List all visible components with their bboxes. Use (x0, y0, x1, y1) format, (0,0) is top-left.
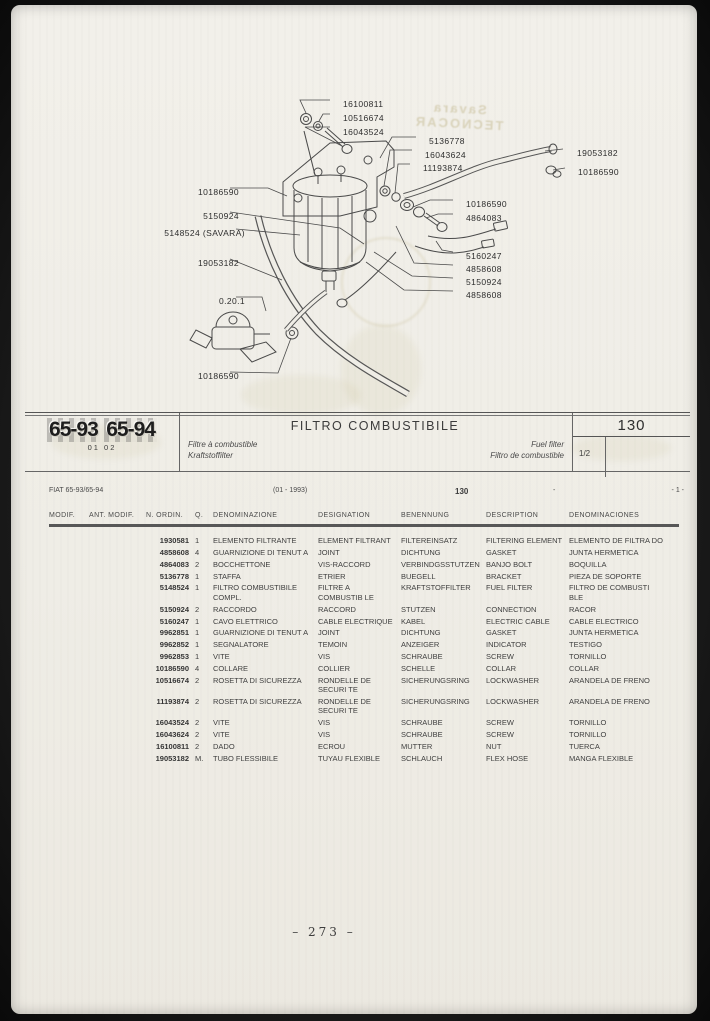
table-row (49, 560, 679, 569)
cell-q: 1 (195, 535, 200, 545)
ghost-blob (341, 325, 421, 415)
watermark-ghost-text: Savara TECNOCAR (413, 99, 504, 134)
cell-benennung: DICHTUNG (401, 628, 441, 638)
table-row (49, 718, 679, 727)
cell-q: 2 (195, 730, 200, 740)
cell-denominazione: VITE (213, 730, 230, 740)
part-number-label: 10186590 (466, 199, 508, 209)
cell-denominaciones: PIEZA DE SOPORTE (569, 571, 642, 581)
cell-n-ordin: 4858608 (159, 547, 189, 557)
sheet-number: 1/2 (579, 449, 591, 458)
cell-q: 2 (195, 604, 200, 614)
table-row (49, 730, 679, 739)
col-modif: MODIF. (49, 511, 76, 519)
cell-denominazione: ELEMENTO FILTRANTE (213, 535, 297, 545)
cell-denominaciones: CABLE ELECTRICO (569, 616, 639, 626)
cell-designation: JOINT (318, 547, 340, 557)
cell-denominaciones: FILTRO DE COMBUSTI BLE (569, 583, 650, 602)
part-number-label: 16043624 (425, 149, 467, 160)
cell-denominaciones: BOQUILLA (569, 559, 607, 569)
cell-q: 2 (195, 559, 200, 569)
table-row (49, 754, 679, 763)
cell-designation: VIS (318, 718, 331, 728)
col-q: Q. (195, 511, 204, 519)
cell-q: 1 (195, 616, 200, 626)
cell-denominazione: VITE (213, 718, 230, 728)
cell-n-ordin: 11193874 (156, 697, 189, 707)
cell-denominaciones: COLLAR (569, 664, 600, 674)
cell-n-ordin: 1930581 (159, 535, 189, 545)
cell-description: FUEL FILTER (486, 583, 533, 593)
cell-denominazione: FILTRO COMBUSTIBILE COMPL. (213, 583, 298, 602)
cell-q: 1 (195, 583, 200, 593)
cell-n-ordin: 5136778 (159, 571, 189, 581)
model-badge-65-94: 65-94 (106, 418, 155, 441)
cell-denominazione: DADO (213, 742, 235, 752)
cell-designation: TEMOIN (318, 640, 348, 650)
ghost-stamp-circle (341, 237, 431, 327)
table-row (49, 640, 679, 649)
cell-denominazione: COLLARE (213, 664, 249, 674)
cell-denominaciones: JUNTA HERMETICA (569, 628, 639, 638)
cell-n-ordin: 5148524 (159, 583, 189, 593)
cell-benennung: VERBINDGSSTUTZEN (401, 559, 480, 569)
subtitle-english: Fuel filter (531, 440, 564, 449)
cell-denominazione: STAFFA (213, 571, 241, 581)
part-number-label: 4858608 (466, 264, 502, 274)
cell-q: 1 (195, 652, 200, 662)
cell-benennung: SCHRAUBE (401, 718, 443, 728)
cell-denominazione: ROSETTA DI SICUREZZA (213, 697, 302, 707)
scanned-page (11, 5, 697, 1014)
cell-denominazione: VITE (213, 652, 230, 662)
table-row (49, 628, 679, 637)
subtitle-german: Kraftstoffilter (188, 450, 233, 460)
cell-n-ordin: 10186590 (155, 664, 189, 674)
cell-n-ordin: 5160247 (159, 616, 189, 626)
cell-denominaciones: TUERCA (569, 742, 600, 752)
model-badge-65-93: 65-93 (49, 418, 98, 441)
cell-description: GASKET (486, 547, 517, 557)
cell-description: SCREW (486, 652, 514, 662)
cell-designation: FILTRE A COMBUSTIB LE (318, 583, 374, 602)
table-row (49, 536, 679, 545)
meta-dash: - (553, 487, 556, 494)
cell-benennung: SCHLAUCH (401, 754, 443, 764)
part-number-label: 5160247 (466, 251, 502, 261)
part-number-label: 19053182 (577, 148, 619, 158)
part-number-label: 16100811 (343, 99, 384, 109)
cell-designation: RONDELLE DE SECURI TE (318, 697, 371, 716)
cell-q: 1 (195, 628, 200, 638)
cell-designation: JOINT (318, 628, 340, 638)
cell-denominaciones: TORNILLO (569, 730, 607, 740)
cell-benennung: SCHRAUBE (401, 730, 443, 740)
parts-table-body (49, 536, 679, 763)
cell-benennung: FILTEREINSATZ (401, 535, 458, 545)
cell-q: M. (195, 754, 204, 764)
cell-benennung: KABEL (401, 616, 426, 626)
cell-q: 1 (195, 571, 200, 581)
exploded-parts-diagram (11, 5, 697, 415)
table-row (49, 697, 679, 716)
cell-n-ordin: 16043624 (155, 730, 189, 740)
subtitle-spanish: Filtro de combustible (490, 450, 564, 460)
page-title: FILTRO COMBUSTIBILE (290, 419, 460, 433)
cell-benennung: MUTTER (401, 742, 433, 752)
cell-q: 2 (195, 675, 200, 685)
part-number-label: 5150924 (466, 277, 502, 287)
cell-denominazione: GUARNIZIONE DI TENUT A (213, 628, 309, 638)
cell-denominazione: TUBO FLESSIBILE (213, 754, 279, 764)
section-code: 01 02 (87, 443, 117, 452)
title-cell (180, 413, 570, 471)
part-number-label: 11193874 (423, 163, 463, 173)
meta-table-number: 130 (455, 487, 469, 496)
cell-description: CONNECTION (486, 604, 537, 614)
cell-q: 4 (195, 547, 200, 557)
cell-denominaciones: ARANDELA DE FRENO (569, 675, 650, 685)
cell-description: FILTERING ELEMENT (486, 535, 563, 545)
col-n-ordin: N. ORDIN. (146, 511, 184, 519)
cell-benennung: SCHRAUBE (401, 652, 443, 662)
cell-denominaciones: TORNILLO (569, 718, 607, 728)
cell-description: ELECTRIC CABLE (486, 616, 550, 626)
parts-table (49, 508, 679, 763)
cell-n-ordin: 16043524 (155, 718, 189, 728)
cell-denominazione: GUARNIZIONE DI TENUT A (213, 547, 309, 557)
part-number-label: 4858608 (466, 290, 502, 300)
part-number-label: 19053182 (197, 258, 239, 268)
title-band (25, 412, 690, 472)
part-number-label: 5150924 (203, 211, 239, 221)
cell-description: SCREW (486, 730, 514, 740)
meta-model: FIAT 65-93/65-94 (49, 487, 104, 494)
cell-denominazione: SEGNALATORE (213, 640, 269, 650)
cell-denominaciones: MANGA FLEXIBLE (569, 754, 634, 764)
cell-n-ordin: 9962853 (159, 652, 189, 662)
table-row (49, 572, 679, 581)
table-number: 130 (573, 413, 690, 437)
cell-designation: CABLE ELECTRIQUE (318, 616, 393, 626)
cell-q: 2 (195, 697, 200, 707)
cell-benennung: DICHTUNG (401, 547, 441, 557)
cell-n-ordin: 4864083 (159, 559, 189, 569)
cell-denominazione: RACCORDO (213, 604, 257, 614)
cell-designation: TUYAU FLEXIBLE (318, 754, 380, 764)
cell-designation: ECROU (318, 742, 346, 752)
col-benennung: BENENNUNG (401, 511, 450, 519)
part-number-label: 0.20.1 (218, 296, 245, 306)
cell-denominaciones: ELEMENTO DE FILTRA DO (569, 535, 663, 545)
cell-description: BANJO BOLT (486, 559, 533, 569)
cell-n-ordin: 9962851 (159, 628, 189, 638)
cell-benennung: SICHERUNGSRING (401, 697, 470, 707)
cell-description: COLLAR (486, 664, 517, 674)
cell-benennung: SICHERUNGSRING (401, 675, 470, 685)
meta-sheet-page: - 1 - (671, 487, 684, 494)
cell-n-ordin: 9962852 (159, 640, 189, 650)
cell-q: 4 (195, 664, 200, 674)
col-ant-modif: ANT. MODIF. (89, 511, 135, 519)
cell-designation: VIS-RACCORD (318, 559, 371, 569)
cell-designation: ETRIER (318, 571, 346, 581)
table-row (49, 652, 679, 661)
page-number: – 273 – (292, 925, 356, 939)
cell-denominazione: BOCCHETTONE (213, 559, 271, 569)
table-row (49, 605, 679, 614)
cell-benennung: SCHELLE (401, 664, 436, 674)
cell-denominaciones: TORNILLO (569, 652, 607, 662)
cell-q: 2 (195, 742, 200, 752)
parts-table-header (49, 511, 679, 527)
meta-row (25, 475, 690, 497)
cell-denominaciones: JUNTA HERMETICA (569, 547, 639, 557)
part-number-label: 10516674 (343, 113, 385, 123)
cell-designation: RACCORD (318, 604, 356, 614)
cell-description: NUT (486, 742, 502, 752)
cell-denominazione: CAVO ELETTRICO (213, 616, 278, 626)
part-number-label: 10186590 (197, 371, 239, 381)
cell-benennung: STUTZEN (401, 604, 436, 614)
cell-n-ordin: 10516674 (155, 675, 189, 685)
table-row (49, 617, 679, 626)
cell-designation: VIS (318, 652, 331, 662)
cell-description: LOCKWASHER (486, 697, 540, 707)
col-denominazione: DENOMINAZIONE (213, 511, 278, 519)
col-description: DESCRIPTION (486, 511, 539, 519)
meta-date: (01 - 1993) (273, 487, 308, 494)
cell-denominaciones: TESTIGO (569, 640, 602, 650)
table-number-cell (572, 413, 690, 471)
cell-description: BRACKET (486, 571, 522, 581)
part-number-label: 10186590 (197, 187, 239, 197)
cell-description: GASKET (486, 628, 517, 638)
cell-designation: COLLIER (318, 664, 351, 674)
cell-designation: RONDELLE DE SECURI TE (318, 675, 371, 695)
cell-description: LOCKWASHER (486, 675, 540, 685)
part-number-label: 5136778 (429, 136, 465, 146)
model-badge-cell (25, 413, 180, 471)
ghost-blob (241, 375, 361, 415)
cell-denominaciones: ARANDELA DE FRENO (569, 697, 650, 707)
table-row (49, 742, 679, 751)
table-row (49, 676, 679, 695)
cell-q: 2 (195, 718, 200, 728)
part-number-label: 16043524 (343, 126, 385, 137)
cell-designation: ELEMENT FILTRANT (318, 535, 391, 545)
cell-denominazione: ROSETTA DI SICUREZZA (213, 675, 302, 685)
cell-description: FLEX HOSE (486, 754, 529, 764)
table-row (49, 583, 679, 602)
cell-description: INDICATOR (486, 640, 527, 650)
cell-benennung: BUEGELL (401, 571, 436, 581)
cell-benennung: KRAFTSTOFFILTER (401, 583, 471, 593)
cell-n-ordin: 19053182 (155, 754, 189, 764)
subtitle-french: Filtre à combustible (188, 440, 258, 449)
col-designation: DESIGNATION (318, 511, 371, 519)
cell-n-ordin: 5150924 (159, 604, 189, 614)
part-number-label: 10186590 (578, 167, 620, 177)
cell-q: 1 (195, 640, 200, 650)
cell-designation: VIS (318, 730, 331, 740)
table-row (49, 664, 679, 673)
table-row (49, 548, 679, 557)
cell-description: SCREW (486, 718, 514, 728)
cell-n-ordin: 16100811 (156, 742, 189, 752)
part-number-label: 4864083 (466, 213, 502, 223)
cell-benennung: ANZEIGER (401, 640, 440, 650)
cell-denominaciones: RACOR (569, 604, 597, 614)
part-number-label: 5148524 (SAVARA) (164, 228, 245, 238)
col-denominaciones: DENOMINACIONES (569, 511, 640, 519)
